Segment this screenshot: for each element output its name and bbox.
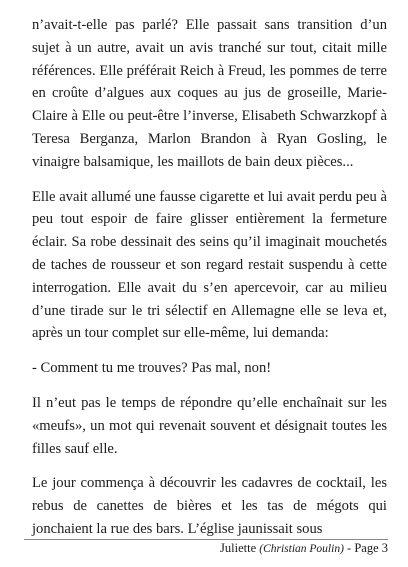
footer-divider <box>24 539 388 540</box>
page-footer <box>220 541 388 556</box>
paragraph: n’avait-t-elle pas parlé? Elle passait sans transition d’un sujet à un autre, avait un avis tranché sur tout, citait mille références. Elle préférait Reich à Freud, les pommes de terre en croûte d’algues aux coques au jus de groseille, Marie-Claire à Elle ou peut-être l’inverse, Elisabeth Schwarzkopf à Teresa Berganza, Marlon Brandon à Ryan Gosling, le vinaigre balsamique, les maillots de bain deux pièces... <box>32 17 387 170</box>
body-text <box>32 14 387 541</box>
footer-author: (Christian Poulin) <box>259 543 344 555</box>
paragraph: - Comment tu me trouves? Pas mal, non! <box>32 360 272 377</box>
footer-title: Juliette <box>220 541 257 555</box>
page-number: - Page 3 <box>347 541 388 555</box>
paragraph: Le jour commença à découvrir les cadavres de cocktail, les rebus de canettes de bières et les tas de mégots qui jonchaient la rue des bars. L’église jaunissait sous <box>32 475 387 537</box>
paragraph: Elle avait allumé une fausse cigarette et lui avait perdu peu à peu tout espoir de faire glisser entièrement la fermeture éclair. Sa robe dessinait des seins qu’il imaginait mouchetés de taches de rousseur et son regard restait suspendu à cette interrogation. Elle avait du s’en apercevoir, car au milieu d’une tirade sur le tri sélectif en Allemagne elle se leva et, après un tour complet sur elle-même, lui demanda: <box>32 188 387 342</box>
paragraph: Il n’eut pas le temps de répondre qu’elle enchaînait sur les «meufs», un mot qui revenait souvent et désignait toutes les filles sauf elle. <box>32 394 387 457</box>
